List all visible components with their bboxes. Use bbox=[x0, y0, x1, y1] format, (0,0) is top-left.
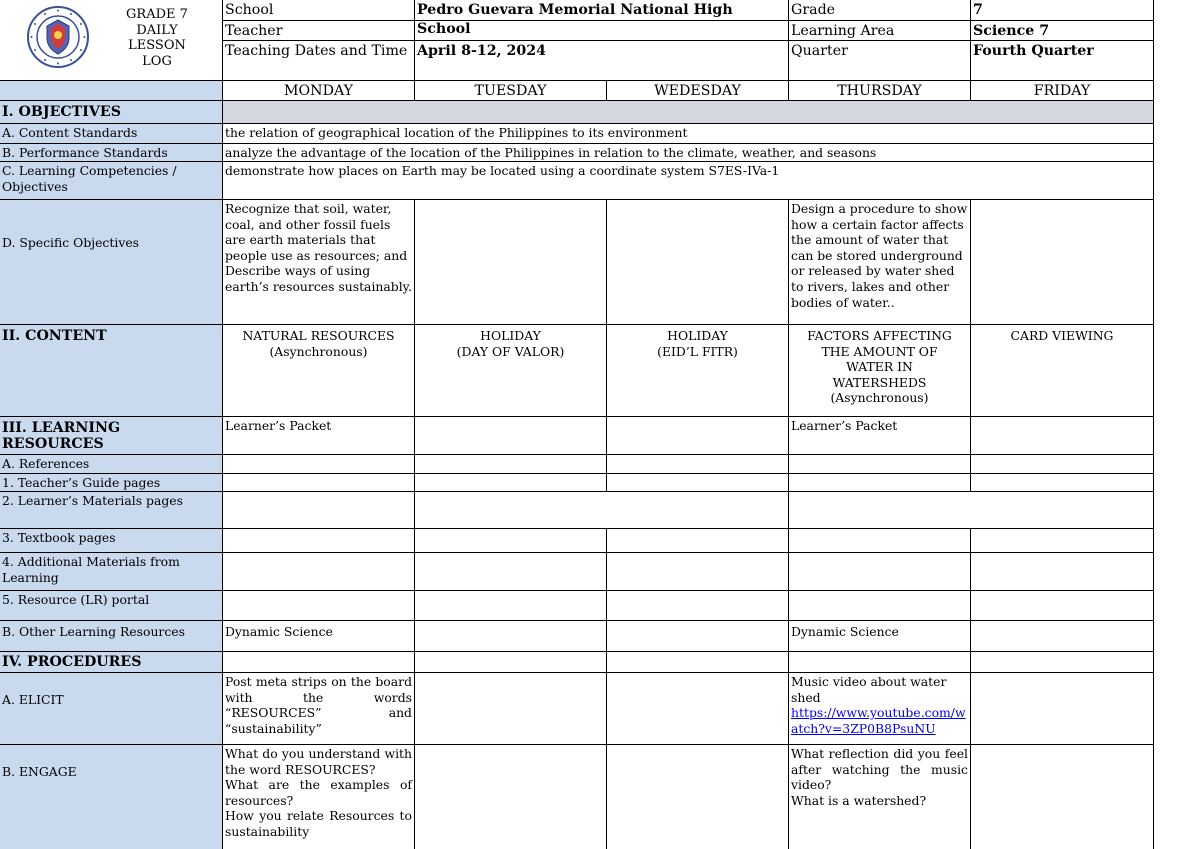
school-value: Pedro Guevara Memorial National High School bbox=[415, 0, 789, 21]
teachers-guide-monday bbox=[223, 474, 415, 492]
day-tuesday: TUESDAY bbox=[415, 81, 607, 101]
header-logo-cell bbox=[0, 0, 223, 81]
references-monday bbox=[223, 455, 415, 474]
additional-materials-friday bbox=[971, 553, 1154, 591]
additional-materials-monday bbox=[223, 553, 415, 591]
quarter-value: Fourth Quarter bbox=[971, 41, 1154, 81]
specific-objectives-monday: Recognize that soil, water, coal, and other fossil fuels are earth materials that people use as resources; and Describe ways of using earth’s resources sustainably. bbox=[223, 200, 415, 325]
section-objectives: I. OBJECTIVES bbox=[0, 101, 223, 124]
engage-wednesday bbox=[607, 745, 789, 849]
teachers-guide-tuesday bbox=[415, 474, 607, 492]
references-wednesday bbox=[607, 455, 789, 474]
resources-wednesday bbox=[607, 417, 789, 455]
elicit-wednesday bbox=[607, 673, 789, 745]
dates-value: April 8-12, 2024 bbox=[415, 41, 789, 81]
additional-materials-wednesday bbox=[607, 553, 789, 591]
engage-friday bbox=[971, 745, 1154, 849]
lr-portal-tuesday bbox=[415, 591, 607, 621]
music-video-link[interactable]: https://www.youtube.com/watch?v=3ZP0B8PsuNU bbox=[791, 705, 966, 736]
textbook-wednesday bbox=[607, 529, 789, 553]
engage-label: B. ENGAGE bbox=[0, 745, 223, 849]
procedures-thursday bbox=[789, 652, 971, 673]
grade-daily-lesson-log-title: GRADE 7 DAILY LESSON LOG bbox=[126, 7, 188, 69]
references-friday bbox=[971, 455, 1154, 474]
content-tuesday: HOLIDAY (DAY OF VALOR) bbox=[415, 325, 607, 417]
learning-area-label: Learning Area bbox=[789, 21, 971, 41]
specific-objectives-tuesday bbox=[415, 200, 607, 325]
specific-objectives-wednesday bbox=[607, 200, 789, 325]
content-friday: CARD VIEWING bbox=[971, 325, 1154, 417]
content-monday: NATURAL RESOURCES (Asynchronous) bbox=[223, 325, 415, 417]
performance-standards-label: B. Performance Standards bbox=[0, 144, 223, 162]
dates-label: Teaching Dates and Time bbox=[223, 41, 415, 81]
content-thursday: FACTORS AFFECTING THE AMOUNT OF WATER IN WATERSHEDS (Asynchronous) bbox=[789, 325, 971, 417]
teachers-guide-thursday bbox=[789, 474, 971, 492]
resources-friday bbox=[971, 417, 1154, 455]
learners-materials-label: 2. Learner’s Materials pages bbox=[0, 492, 223, 529]
lr-portal-thursday bbox=[789, 591, 971, 621]
day-friday: FRIDAY bbox=[971, 81, 1154, 101]
lr-portal-friday bbox=[971, 591, 1154, 621]
textbook-tuesday bbox=[415, 529, 607, 553]
content-standards-value: the relation of geographical location of the Philippines to its environment bbox=[223, 124, 1154, 144]
section-content: II. CONTENT bbox=[0, 325, 223, 417]
lr-portal-label: 5. Resource (LR) portal bbox=[0, 591, 223, 621]
day-thursday: THURSDAY bbox=[789, 81, 971, 101]
procedures-tuesday bbox=[415, 652, 607, 673]
elicit-tuesday bbox=[415, 673, 607, 745]
procedures-monday bbox=[223, 652, 415, 673]
objectives-band bbox=[223, 101, 1154, 124]
elicit-monday: Post meta strips on the board with the words “RESOURCES” and “sustainability” bbox=[223, 673, 415, 745]
other-resources-tuesday bbox=[415, 621, 607, 652]
specific-objectives-friday bbox=[971, 200, 1154, 325]
other-resources-monday: Dynamic Science bbox=[223, 621, 415, 652]
specific-objectives-label: D. Specific Objectives bbox=[0, 200, 223, 325]
teacher-label: Teacher bbox=[223, 21, 415, 41]
textbook-monday bbox=[223, 529, 415, 553]
textbook-label: 3. Textbook pages bbox=[0, 529, 223, 553]
deped-seal-icon bbox=[27, 6, 89, 68]
resources-monday: Learner’s Packet bbox=[223, 417, 415, 455]
teachers-guide-label: 1. Teacher’s Guide pages bbox=[0, 474, 223, 492]
references-thursday bbox=[789, 455, 971, 474]
learners-materials-monday bbox=[223, 492, 415, 529]
teachers-guide-friday bbox=[971, 474, 1154, 492]
lr-portal-wednesday bbox=[607, 591, 789, 621]
lr-portal-monday bbox=[223, 591, 415, 621]
days-row-label bbox=[0, 81, 223, 101]
engage-tuesday bbox=[415, 745, 607, 849]
elicit-thursday-text: Music video about water shed bbox=[791, 674, 947, 705]
references-label: A. References bbox=[0, 455, 223, 474]
resources-thursday: Learner’s Packet bbox=[789, 417, 971, 455]
learners-materials-tue-wed bbox=[415, 492, 789, 529]
day-wednesday: WEDESDAY bbox=[607, 81, 789, 101]
grade-label: Grade bbox=[789, 0, 971, 21]
elicit-friday bbox=[971, 673, 1154, 745]
learning-area-value: Science 7 bbox=[971, 21, 1154, 41]
competencies-value: demonstrate how places on Earth may be located using a coordinate system S7ES-IVa-1 bbox=[223, 162, 1154, 200]
procedures-wednesday bbox=[607, 652, 789, 673]
other-resources-thursday: Dynamic Science bbox=[789, 621, 971, 652]
performance-standards-value: analyze the advantage of the location of the Philippines in relation to the climate, weather, and seasons bbox=[223, 144, 1154, 162]
additional-materials-thursday bbox=[789, 553, 971, 591]
school-label: School bbox=[223, 0, 415, 21]
learners-materials-thu-fri bbox=[789, 492, 1154, 529]
textbook-thursday bbox=[789, 529, 971, 553]
section-procedures: IV. PROCEDURES bbox=[0, 652, 223, 673]
resources-tuesday bbox=[415, 417, 607, 455]
section-learning-resources: III. LEARNING RESOURCES bbox=[0, 417, 223, 455]
textbook-friday bbox=[971, 529, 1154, 553]
content-standards-label: A. Content Standards bbox=[0, 124, 223, 144]
other-resources-label: B. Other Learning Resources bbox=[0, 621, 223, 652]
additional-materials-label: 4. Additional Materials from Learning bbox=[0, 553, 223, 591]
procedures-friday bbox=[971, 652, 1154, 673]
content-wednesday: HOLIDAY (EID’L FITR) bbox=[607, 325, 789, 417]
references-tuesday bbox=[415, 455, 607, 474]
day-monday: MONDAY bbox=[223, 81, 415, 101]
engage-thursday: What reflection did you feel after watching the music video? What is a watershed? bbox=[789, 745, 971, 849]
grade-value: 7 bbox=[971, 0, 1154, 21]
elicit-thursday bbox=[789, 673, 971, 745]
additional-materials-tuesday bbox=[415, 553, 607, 591]
competencies-label: C. Learning Competencies / Objectives bbox=[0, 162, 223, 200]
teacher-value bbox=[415, 21, 789, 41]
quarter-label: Quarter bbox=[789, 41, 971, 81]
engage-monday: What do you understand with the word RESOURCES? What are the examples of resources? How you relate Resources to sustainability bbox=[223, 745, 415, 849]
other-resources-wednesday bbox=[607, 621, 789, 652]
teachers-guide-wednesday bbox=[607, 474, 789, 492]
other-resources-friday bbox=[971, 621, 1154, 652]
specific-objectives-thursday: Design a procedure to show how a certain factor affects the amount of water that can be stored underground or released by water shed to rivers, lakes and other bodies of water.. bbox=[789, 200, 971, 325]
elicit-label: A. ELICIT bbox=[0, 673, 223, 745]
